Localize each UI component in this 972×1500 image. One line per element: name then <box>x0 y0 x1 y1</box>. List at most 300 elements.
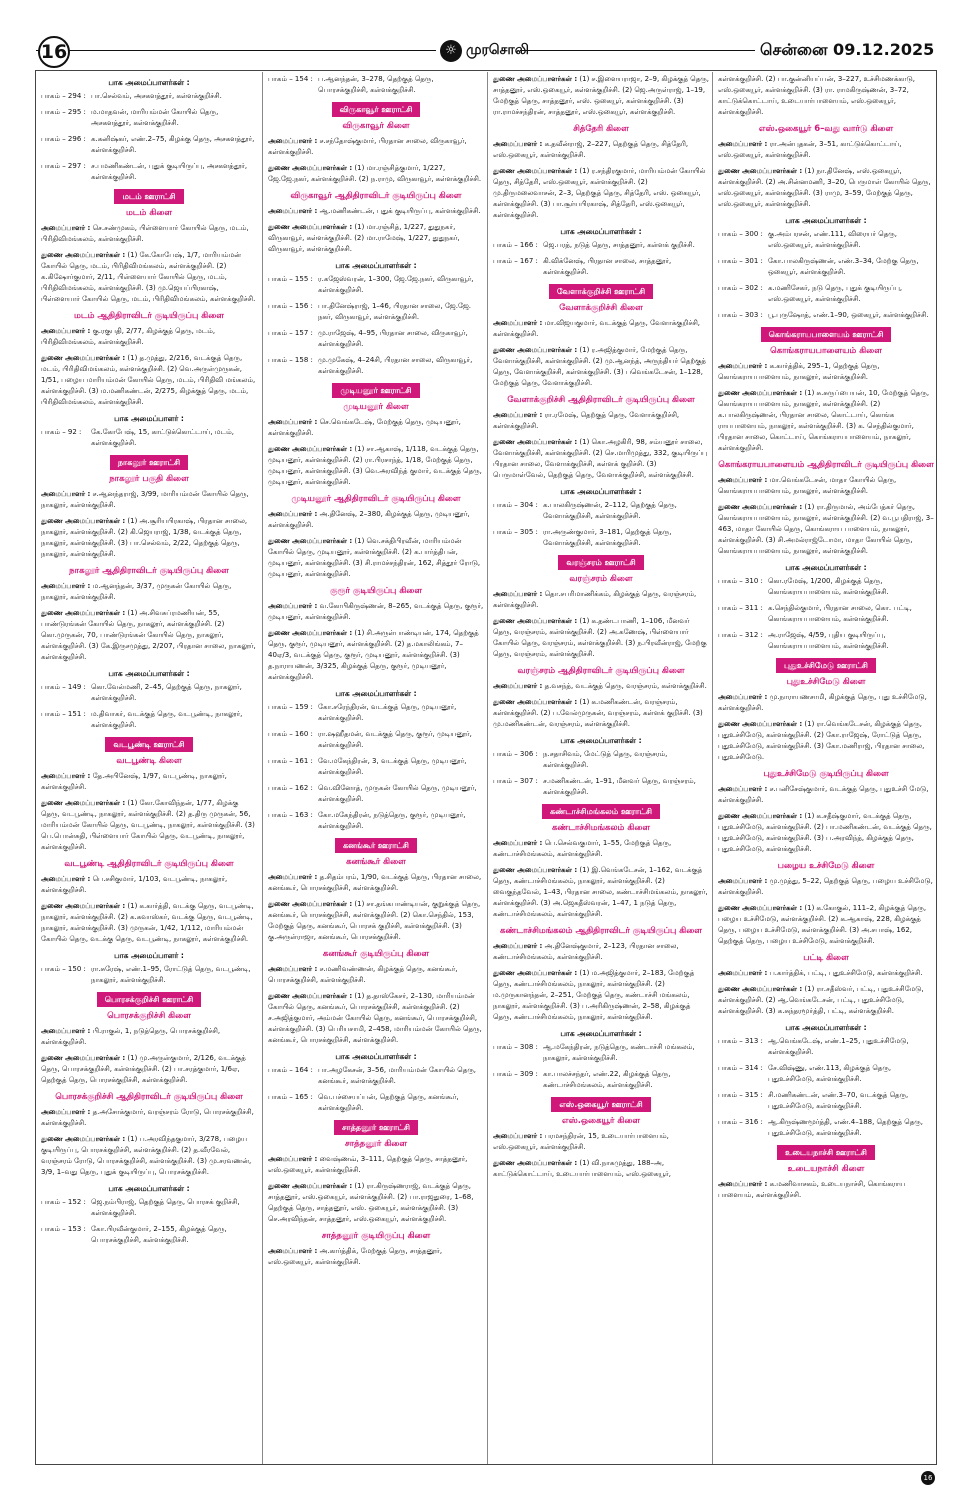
booth-number: பாகம் – 302 : <box>718 284 763 292</box>
booth-entry <box>41 1197 257 1219</box>
appointment-text: ச.ஆனந்தராஜ், 3/99, மாரியம்மன் கோயில் தெரு, நாகலூர், கள்ளக்குறிச்சி. <box>41 490 249 509</box>
booth-number: பாகம் – 164 : <box>268 1066 313 1074</box>
appointment-text: ரா.அன்புதகன், 3–51, காட்டுக்கொட்டாய், எஸ்.ஒகையூர், கள்ளக்குறிச்சி. <box>718 140 902 159</box>
appointment-paragraph <box>268 222 484 255</box>
appointment-text: அ.தினேஷ், 2–380, கிழக்குத் தெரு, முடியனூர், கள்ளக்குறிச்சி. <box>268 510 470 529</box>
article-column-2 <box>268 74 484 1462</box>
column-divider <box>262 72 263 1464</box>
role-label: துணை அமைப்பாளர்கள் : <box>268 992 353 1000</box>
appointment-text: (1) க.மணிகண்டன், வரஞ்சரம், கள்ளக்குறிச்சி. (2) ப.வேல்முருகன், வரஞ்சரம், கள்ளக் குறிச்சி. (3) மு.மணிகண்டன், வரஞ்சரம், கள்ளக்குறிச்சி. <box>493 698 703 728</box>
section-heading: பாக அமைப்பாளர்கள் : <box>335 1052 417 1061</box>
appointment-text: க.தவீன்ராஜ், 2–227, தெற்குத் தெரு, சித்தேரி, எஸ்.ஒகையூர், கள்ளக்குறிச்சி. <box>493 140 689 159</box>
booth-details: பா.செல்வம், அசகளத்தூர், கள்ளக்குறிச்சி. <box>91 92 222 100</box>
booth-details: கோ.பிரவீன்குமார், 2–155, கிழக்குத் தெரு, பொரசக்குறிச்சி, கள்ளக்குறிச்சி. <box>91 1225 227 1244</box>
appointment-text: வ.கோபிகிருஷ்ணன், 8–265, வடக்குத் தெரு, குரூர், முடியனூர், கள்ளக்குறிச்சி. <box>268 602 484 621</box>
appointment-text: (1) சு.சுருப்பையன், 10, மேற்குத் தெரு, கொங்கராயபாளையம், நாகலூர், கள்ளக்குறிச்சி. (2) க.பாலகிருஷ்ணன், பிரதான சாலை, கொட்டாய், கொங்க ராயபாளையம், நாகலூர், கள்ளக்குறிச்சி. (3) க. செந்தில்குமார், பிரதான சாலை, கொட்டாய், கொங்கராயபாளையம், நாகலூர், கள்ளக்குறிச்சி. <box>718 389 930 452</box>
appointment-text: (1) சி.அருள்பாண்டியன், 174, தெற்குத் தெரு, குரூர், முடியனூர், கள்ளக்குறிச்சி. (2) த.மகாலிங்கம், 7–40ஏ/3, வடக்குத் தெரு, குரூர், முடியனூர், கள்ளக்குறிச்சி. (3) த.நாராயணன், 3/325, கிழக்குத் தெரு, குரூர், முடியனூர், கள்ளக்குறிச்சி. <box>268 629 479 681</box>
branch-title: கனங்கூர் குடியிருப்பு கிளை <box>322 949 430 959</box>
role-label: அமைப்பாளர் : <box>718 785 768 793</box>
booth-number: பாகம் – 316 : <box>718 1118 763 1126</box>
branch-title: நாகலூர் ஆதிதிராவிடர் குடியிருப்பு கிளை <box>69 566 229 576</box>
branch-title: வேளாக்குறிச்சி கிளை <box>559 303 643 313</box>
branch-title: உடையநாச்சி கிளை <box>787 1164 865 1174</box>
branch-title: கொங்கராயபாளையம் கிளை <box>770 346 882 356</box>
appointment-paragraph <box>41 1026 257 1048</box>
role-label: துணை அமைப்பாளர்கள் : <box>41 902 126 910</box>
continued-text: கள்ளக்குறிச்சி. (2) பா.குன்னியப்பன், 3–227, உச்சிமணக்காடு, எஸ்.ஒகையூர், கள்ளக்குறிச்சி. (3) ரா. ராமகிருஷ்ணன், 3–72, காட்டுக்கொட்டாய், உடையார்பாளையம், எஸ்.ஒகையூர், கள்ளக்குறிச்சி. <box>718 75 915 116</box>
appointment-paragraph <box>268 899 484 943</box>
appointment-text: (1) கொ.அழகிரி, 98, சம்யனூர் சாலை, வேளாக்குறிச்சி, கள்ளக்குறிச்சி. (2) செ.மாரிமுத்து, 332, குடியிருப்பு பிரதான சாலை, வேளாக்குறிச்சி, கள்ளக் குறிச்சி. (3) பெருமாள்வேல், தெற்குத் தெரு, வேளாக்குறிச்சி, கள்ளக்குறிச்சி. <box>493 438 708 479</box>
role-label: துணை அமைப்பாளர்கள் : <box>41 354 126 362</box>
role-label: அமைப்பாளர் : <box>41 327 91 335</box>
role-label: துணை அமைப்பாளர்கள் : <box>493 167 578 175</box>
booth-details: ரா.அருண்குமார், 3–181, தெற்குத் தெரு, வேளாக்குறிச்சி, கள்ளக்குறிச்சி. <box>543 528 672 547</box>
role-label: அமைப்பாளர் : <box>718 693 768 701</box>
appointment-text: (1) ர.அஜித்குமார், மேற்குத் தெரு, வேளாக்குறிச்சி, கள்ளக்குறிச்சி. (2) மு.ஆனந்த், அருந்தியர் தெற்குத் தெரு, வேளாக்குறிச்சி, கள்ளக்குறிச்சி. (3) பவெங்கடேசன், 1–128, மேற்குத் தெரு, வேளாக்குறிச்சி. <box>493 346 706 387</box>
panchayat-banner: கனங்கூர் ஊராட்சி <box>335 838 417 853</box>
appointment-text: (1) இ.வெங்கடேசன், 1–162, வடக்குத் தெரு, கண்டாச்சிமங்கலம், நாகலூர், கள்ளக்குறிச்சி. (2) வைகுந்தவேல், 1–43, பிரதான சாலை, கண்டாச்சிமங்கலம், நாகலூர், கள்ளக்குறிச்சி. (3) அ.ஜெகதீஸ்வரன், 1–47, 1 நடுத் தெரு, கண்டாச்சிமங்கலம், கள்ளக்குறிச்சி. <box>493 866 708 918</box>
role-label: அமைப்பாளர் : <box>493 411 543 419</box>
booth-entry <box>268 729 484 751</box>
booth-entry <box>493 1069 709 1091</box>
appointment-text: ரா.ரமேஷ், தெற்குத் தெரு, வேளாக்குறிச்சி, கள்ளக்குறிச்சி. <box>493 411 680 430</box>
role-label: துணை அமைப்பாளர்கள் : <box>41 517 126 525</box>
branch-title: சாத்தனூர் கிளை <box>344 1139 407 1149</box>
appointment-text: மா.வெங்கடேசன், மாதா கோயில் தெரு, கொங்கராயபாளையம், நாகலூர், கள்ளக்குறிச்சி. <box>718 476 897 495</box>
booth-entry <box>718 310 934 321</box>
appointment-paragraph <box>41 223 257 245</box>
booth-details: கோ.பாலகிருஷ்ணன், எண்.3–34, மேற்கு தெரு, ஒகையூர், கள்ளக்குறிச்சி. <box>768 257 919 276</box>
booth-entry <box>718 1036 934 1058</box>
appointment-text: பெ.செல்வகுமார், 1–55, மேற்குத் தெரு, கண்டாச்சிமங்கலம், கள்ளக்குறிச்சி. <box>493 839 672 858</box>
role-label: அமைப்பாளர் : <box>718 877 768 885</box>
branch-title: புதுஉச்சிமேடு குடியிருப்பு கிளை <box>763 769 889 779</box>
appointment-paragraph <box>718 166 934 210</box>
appointment-paragraph <box>493 345 709 389</box>
booth-number: பாகம் – 153 : <box>41 1225 86 1233</box>
booth-number: பாகம் – 297 : <box>41 162 86 170</box>
appointment-paragraph <box>41 516 257 560</box>
booth-number: பாகம் – 313 : <box>718 1037 763 1045</box>
booth-entry <box>493 240 709 251</box>
role-label: துணை அமைப்பாளர்கள் : <box>268 1182 353 1190</box>
booth-number: பாகம் – 301 : <box>718 257 763 265</box>
booth-number: பாகம் – 315 : <box>718 1091 763 1099</box>
appointment-text: (1) க.சதீஷ்குமார், வடக்குத் தெரு, புதுஉச்சிமேடு, கள்ளக்குறிச்சி. (2) பா.மணிகண்டன், வடக்குத் தெரு, புதுஉச்சிமேடு, கள்ளக்குறிச்சி. (3) ப.அரவிந்த், கிழக்குத் தெரு, புதுஉச்சிமேடு, கள்ளக்குறிச்சி. <box>718 812 932 853</box>
appointment-text: மு.நாராயணசாமி, கிழக்குத் தெரு, புது உச்சிமேடு, கள்ளக்குறிச்சி. <box>718 693 927 712</box>
appointment-paragraph <box>718 968 934 979</box>
booth-entry <box>41 107 257 129</box>
section-heading: பாக அமைப்பாளர்கள் : <box>108 1184 190 1193</box>
role-label: அமைப்பாளர் : <box>493 1132 543 1140</box>
appointment-paragraph <box>493 437 709 481</box>
booth-details: ம.திவாகர், வடக்குத் தெரு, வடபூண்டி, நாகலூர், கள்ளக்குறிச்சி. <box>91 710 243 729</box>
booth-entry <box>41 91 257 102</box>
role-label: துணை அமைப்பாளர்கள் : <box>718 503 803 511</box>
panchayat-banner: நாகலூர் ஊராட்சி <box>110 455 188 470</box>
appointment-text: (1) மு.அருள்குமார், 2/126, வடக்குத் தெரு, பொரசக்குறிச்சி, கள்ளக்குறிச்சி. (2) பா.சரத்குமார், 1/6ஏ, தெற்குத் தெரு, பொரசக்குறிச்சி, கள்ளக்குறிச்சி. <box>41 1054 246 1084</box>
booth-entry <box>493 527 709 549</box>
appointment-paragraph <box>493 410 709 432</box>
branch-title: சித்தேரி கிளை <box>573 124 629 134</box>
appointment-paragraph <box>718 784 934 806</box>
booth-number: பாகம் – 152 : <box>41 1198 86 1206</box>
appointment-paragraph <box>41 874 257 896</box>
article-column-3 <box>493 74 709 1462</box>
booth-details: வெ.வினோத், முருகன் கோயில் தெரு, முடியனூர், கள்ளக்குறிச்சி. <box>318 784 477 803</box>
appointment-text: க.கார்த்திக், 295–1, தெற்குத் தெரு, கொங்கராயபாளையம், நாகலூர், கள்ளக்குறிச்சி. <box>718 362 880 381</box>
role-label: அமைப்பாளர் : <box>268 137 318 145</box>
booth-details: ஜெ.பரத், நடுத் தெரு, சாத்தனூர், கள்ளக் குறிச்சி. <box>543 241 695 249</box>
panchayat-banner: மடம் ஊராட்சி <box>114 189 183 204</box>
booth-number: பாகம் – 306 : <box>493 750 538 758</box>
appointment-paragraph <box>41 771 257 793</box>
appointment-text: (1) ப.அரவிந்தகுமார், 3/278, பழைய குடியிருப்பு, பொரசக்குறிச்சி, கள்ளக்குறிச்சி. (2) த.வீரவேல், வரஞ்சரம் ரோடு, பொரசக்குறிச்சி, கள்ளக்குறிச்சி. (3) மு.சரவணன், 3/9, 1–வது தெரு, புதுக் குடியிருப்பு, பொரசக்குறிச்சி. <box>41 1135 252 1176</box>
booth-entry <box>268 756 484 778</box>
booth-number: பாகம் – 312 : <box>718 631 763 639</box>
booth-entry <box>268 328 484 350</box>
booth-details: க.கனிஷ்கர், எண்.2–75, கிழக்கு தெரு, அசகளத்தூர், கள்ளக்குறிச்சி. <box>91 135 255 154</box>
booth-number: பாகம் – 165 : <box>268 1093 313 1101</box>
appointment-paragraph <box>268 964 484 986</box>
role-label: துணை அமைப்பாளர்கள் : <box>268 164 353 172</box>
booth-entry <box>493 1042 709 1064</box>
appointment-paragraph <box>41 353 257 408</box>
role-label: அமைப்பாளர் : <box>41 224 91 232</box>
role-label: அமைப்பாளர் : <box>268 873 318 881</box>
section-heading: பாக அமைப்பாளர் : <box>114 414 184 423</box>
booth-number: பாகம் – 166 : <box>493 241 538 249</box>
role-label: அமைப்பாளர் : <box>41 490 91 498</box>
section-heading: பாக அமைப்பாளர்கள் : <box>560 487 642 496</box>
appointment-text: (1) க.கோகுல், 111–2, கிழக்குத் தெரு, பழைய உச்சிமேடு, கள்ளக்குறிச்சி. (2) க.ஆகாஷ், 228, கிழக்குத் தெரு, பழைய உச்சிமேடு, கள்ளக்குறிச்சி. (3) அ.சபாஷ், 162, தெற்குத் தெரு, பழைய உச்சிமேடு, கள்ளக்குறிச்சி. <box>718 904 927 945</box>
appointment-paragraph <box>718 719 934 763</box>
appointment-paragraph <box>268 628 484 683</box>
booth-details: கோ.சரேந்திரன், வடக்குத் தெரு, முடியனூர், கள்ளக்குறிச்சி. <box>318 703 457 722</box>
appointment-text: பி.ராகுல், 1, நடுத்தெரு, பொரசக்குறிச்சி, கள்ளக்குறிச்சி. <box>41 1027 221 1046</box>
branch-title: குரூர் குடியிருப்பு கிளை <box>329 586 423 596</box>
booth-number: பாகம் – 303 : <box>718 311 763 319</box>
appointment-text: கு.ரகுபதி, 2/77, கிழக்குத் தெரு, மடம், பிரிதிவிமங்கலம், கள்ளக்குறிச்சி. <box>41 327 216 346</box>
section-heading: பாக அமைப்பாளர்கள் : <box>785 216 867 225</box>
booth-number: பாகம் – 151 : <box>41 710 86 718</box>
appointment-paragraph <box>268 163 484 185</box>
role-label: துணை அமைப்பாளர்கள் : <box>493 75 578 83</box>
appointment-paragraph <box>718 876 934 898</box>
role-label: துணை அமைப்பாளர்கள் : <box>718 167 803 175</box>
role-label: துணை அமைப்பாளர்கள் : <box>718 904 803 912</box>
appointment-text: (1) மா.ரஞ்சித், 1/227, துதுநகர், விருகாவூர், கள்ளக்குறிச்சி. (2) மா.ராமேஷ், 1/227, துதுநகர், விருகாவூர், கள்ளக்குறிச்சி. <box>268 223 460 253</box>
appointment-text: தே.அபினேஷ், 1/97, வடபூண்டி, நாகலூர், கள்ளக்குறிச்சி. <box>41 772 227 791</box>
branch-title: பொரசக்குறிச்சி கிளை <box>107 1011 191 1021</box>
appointment-text: (1) த.தாஸ்கேசர், 2–130, மாரியம்மன் கோயில் தெரு, கனங்கூர், பொரசக்குறிச்சி, கள்ளக்குறிச்சி. (2) ச.அஜித்குமார், அம்மன் கோயில் தெரு, கனங்கூர், பொரசக்குறிச்சி, கள்ளக்குறிச்சி. (3) பெரியசாமி, 2–458, மாரியம்மன் கோயில் தெரு, கனங்கூர், பொரசக்குறிச்சி, கள்ளக்குறிச்சி. <box>268 992 482 1044</box>
branch-title: எஸ்.ஒகையூர் 6–வது வார்டு கிளை <box>758 124 894 134</box>
appointment-paragraph <box>493 1158 709 1180</box>
booth-number: பாகம் – 156 : <box>268 302 313 310</box>
column-divider <box>487 72 488 1464</box>
booth-entry <box>718 630 934 652</box>
role-label: அமைப்பாளர் : <box>718 140 768 148</box>
appointment-text: மு.முத்து, 5–22, தெற்குத் தெரு, பழைய உச்சிமேடு, கள்ளக்குறிச்சி. <box>718 877 933 896</box>
appointment-text: த.சிதம்பரம், 1/90, வடக்குத் தெரு, பிரதான சாலை, கனங்கூர், பொரசக்குறிச்சி, கள்ளக்குறிச்சி. <box>268 873 482 892</box>
booth-entry <box>268 301 484 323</box>
booth-details: சி.மணிகண்டன், எண்.3–70, வடக்குத் தெரு, புதுஉச்சிமேடு, கள்ளக்குறிச்சி. <box>768 1091 909 1110</box>
appointment-paragraph <box>493 616 709 660</box>
role-label: துணை அமைப்பாளர்கள் : <box>268 445 353 453</box>
booth-details: ச.பமணிகண்டன், புதுக் குடியிருப்பு, அசகளத்தூர், கள்ளக்குறிச்சி. <box>91 162 248 181</box>
branch-title: விருகாவூர் கிளை <box>342 121 410 131</box>
appointment-text: பெ.சசிகுமார், 1/103, வடபூண்டி, நாகலூர், கள்ளக்குறிச்சி. <box>41 875 228 894</box>
article-column-4 <box>718 74 934 1462</box>
appointment-paragraph <box>493 838 709 860</box>
booth-details: ர.கஜேஸ்வரன், 1–300, ஜே.ஜே.நகர், விருகாவூர், கள்ளக்குறிச்சி. <box>318 275 474 294</box>
dateline: சென்னை 09.12.2025 <box>760 40 935 59</box>
booth-entry <box>268 783 484 805</box>
appointment-paragraph <box>268 444 484 488</box>
booth-number: பாகம் – 305 : <box>493 528 538 536</box>
branch-title: கொங்கராயபாளையம் ஆதிதிராவிடர் குடியிருப்பு கிளை <box>718 460 934 470</box>
booth-details: கு.அம்பரசன், எண்.111, விரையர் தெரு, எஸ்.ஒகையூர், கள்ளக்குறிச்சி. <box>768 230 897 249</box>
appointment-text: (1) ரா.கிருஷ்ணராஜ், வடக்குத் தெரு, சாத்தனூர், எஸ்.ஒகையூர், கள்ளக்குறிச்சி. (2) பா.ராஜதுரை, 1–68, தெற்குத் தெரு, சாத்தனூர், எஸ். ஒகையூர், கள்ளக்குறிச்சி. (3) செ.அரவிந்தன், சாத்தனூர், எஸ்.ஒகையூர், கள்ளக்குறிச்சி. <box>268 1182 474 1223</box>
booth-number: பாகம் – 295 : <box>41 108 86 116</box>
appointment-text: த.வசந்த், வடக்குத் தெரு, வரஞ்சரம், கள்ளக்குறிச்சி. <box>544 682 707 690</box>
role-label: துணை அமைப்பாளர்கள் : <box>268 223 353 231</box>
branch-title: கனங்கூர் கிளை <box>346 857 406 867</box>
booth-number: பாகம் – 92 : <box>41 428 82 436</box>
role-label: அமைப்பாளர் : <box>718 362 768 370</box>
booth-entry <box>718 576 934 598</box>
booth-number: பாகம் – 309 : <box>493 1070 538 1078</box>
booth-details: ரா.சுரேஷ், எண்.1–95, ரோட்டுத் தெரு, வடபூண்டி, நாகலூர், கள்ளக்குறிச்சி. <box>91 965 251 984</box>
branch-title: மடம் கிளை <box>125 208 173 218</box>
masthead <box>0 0 972 62</box>
booth-details: க.பாலகிருஷ்ணன், 2–112, தெற்குத் தெரு, வேளாக்குறிச்சி, கள்ளக்குறிச்சி. <box>543 501 677 520</box>
booth-entry <box>718 256 934 278</box>
role-label: துணை அமைப்பாளர்கள் : <box>268 900 353 908</box>
role-label: துணை அமைப்பாளர்கள் : <box>493 617 578 625</box>
appointment-text: (1) வெ.சக்திபிரவீன், மாரியம்மன் கோயில் தெரு, முடியனூர், கள்ளக்குறிச்சி. (2) க.பார்த்திபன், முடியனூர், கள்ளக்குறிச்சி. (3) சி.ராமச்சந்திரன், 162, சித்தூர் ரோடு, முடியனூர், கள்ளக்குறிச்சி. <box>268 537 481 578</box>
appointment-paragraph <box>493 74 709 118</box>
appointment-text: ஆ.மணிகண்டன், புதுக் குடியிருப்பு, கள்ளக்குறிச்சி. <box>319 207 481 215</box>
appointment-paragraph <box>41 901 257 945</box>
booth-details: மு.முகேஷ், 4–24சி, பிரதான சாலை, விருகாவூர், கள்ளக்குறிச்சி. <box>318 356 473 375</box>
appointment-paragraph <box>268 1246 484 1268</box>
appointment-paragraph <box>493 318 709 340</box>
booth-number: பாகம் – 160 : <box>268 730 313 738</box>
role-label: துணை அமைப்பாளர்கள் : <box>41 1135 126 1143</box>
appointment-text: (1) ம.அஜித்குமார், 2–183, மேற்குத் தெரு, கண்டாச்சிமங்கலம், நாகலூர், கள்ளக்குறிச்சி. (2) ம.முருகானந்தன், 2–251, மேற்குத் தெரு, கண்டாச்சி மங்கலம், நாகலூர், கள்ளக்குறிச்சி. (3) ப.அரிகிருஷ்ணன், 2–58, கிழக்குத் தெரு, கண்டாச்சிமங்கலம், நாகலூர், கள்ளக்குறிச்சி. <box>493 969 695 1021</box>
booth-details: வெ.பச்சையப்பன், தெற்குத் தெரு, கனங்கூர், கள்ளக்குறிச்சி. <box>318 1093 459 1112</box>
role-label: அமைப்பாளர் : <box>718 1180 768 1188</box>
appointment-paragraph <box>493 941 709 963</box>
booth-details: ந.சதாசிவம், மேட்டுத் தெரு, வரஞ்சரம், கள்ளக்குறிச்சி. <box>543 750 668 769</box>
booth-entry <box>718 1117 934 1139</box>
branch-title: சாத்தனூர் குடியிருப்பு கிளை <box>321 1231 431 1241</box>
panchayat-banner: புதுஉச்சிமேடு ஊராட்சி <box>776 658 876 673</box>
branch-title: எஸ்.ஒகையூர் கிளை <box>561 1116 641 1126</box>
role-label: அமைப்பாளர் : <box>493 590 543 598</box>
booth-entry <box>718 1090 934 1112</box>
booth-number: பாகம் – 300 : <box>718 230 763 238</box>
appointment-text: (1) ரா.வெங்கடேசன், கிழக்குத் தெரு, புதுஉச்சிமேடு, கள்ளக்குறிச்சி. (2) கோ.ராஜேஷ், ரோட்டுத் தெரு, புதுஉச்சிமேடு, கள்ளக்குறிச்சி. (3) கோ.மணிராஜ், பிரதான சாலை, புதுஉச்சிமேடு. <box>718 720 925 761</box>
booth-details: சே.விஷ்ணு, எண்.113, கிழக்குத் தெரு, புதுஉச்சிமேடு, கள்ளக்குறிச்சி. <box>768 1064 892 1083</box>
appointment-text: மா.விஜயகுமார், வடக்குத் தெரு, வேளாக்குறிச்சி, கள்ளக்குறிச்சி. <box>493 319 701 338</box>
section-heading: பாக அமைப்பாளர்கள் : <box>335 261 417 270</box>
header-rule-left <box>36 50 436 51</box>
appointment-paragraph <box>41 250 257 305</box>
appointment-paragraph <box>493 1131 709 1153</box>
booth-details: கோ.மகேந்திரன், நடுத்தெரு, குரூர், முடியனூர், கள்ளக்குறிச்சி. <box>318 811 466 830</box>
branch-title: கண்டாச்சிமங்கலம் கிளை <box>551 823 651 833</box>
appointment-paragraph <box>493 589 709 611</box>
role-label: துணை அமைப்பாளர்கள் : <box>493 698 578 706</box>
booth-details: பா.அழகேசன், 3–56, மாரியம்மன் கோயில் தெரு, கனங்கூர், கள்ளக்குறிச்சி. <box>318 1066 477 1085</box>
appointment-text: செ.சண்முகம், பிள்ளையார் கோயில் தெரு, மடம், பிரிதிவிமங்கலம், கள்ளக்குறிச்சி. <box>41 224 249 243</box>
panchayat-banner: எஸ்.ஒகையூர் ஊராட்சி <box>551 1097 650 1112</box>
booth-number: பாகம் – 161 : <box>268 757 313 765</box>
booth-details: ம.மாதவன், மாரியம்மன் கோயில் தெரு, அசகளத்தூர், கள்ளக்குறிச்சி. <box>91 108 219 127</box>
section-heading: பாக அமைப்பாளர்கள் : <box>560 1029 642 1038</box>
appointment-paragraph <box>41 1134 257 1178</box>
appointment-text: (1) சா.தங்கபாண்டியன், குறுக்குத் தெரு, கனங்கூர், பொரசக்குறிச்சி, கள்ளக்குறிச்சி. (2) கொ.செந்தில், 153, மேற்குத் தெரு, கனங்கூர், பொரசக் குறிச்சி, கள்ளக்குறிச்சி. (3) கு.அருள்ராஜா, கனங்கூர், பொரசக்குறிச்சி. <box>268 900 481 941</box>
appointment-text: ச.பனிசேஷ்குமார், வடக்குத் தெரு, புதுஉச்சி மேடு, கள்ளக்குறிச்சி. <box>718 785 929 804</box>
panchayat-banner: வேளாக்குறிச்சி ஊராட்சி <box>549 284 653 299</box>
booth-entry <box>268 1092 484 1114</box>
branch-title: முடியனூர் ஆதிதிராவிடர் குடியிருப்பு கிளை <box>291 494 461 504</box>
booth-details: கே.கோபேஷ், 15, காட்டுக்கொட்டாய், மடம், கள்ளக்குறிச்சி. <box>91 428 234 447</box>
booth-details: வே.மகேந்திரன், 3, வடக்குத் தெரு, முடியனூர், கள்ளக்குறிச்சி. <box>318 757 467 776</box>
role-label: அமைப்பாளர் : <box>493 682 543 690</box>
booth-details: கொ.வேல்மணி, 2–45, தெற்குத் தெரு, நாகலூர், கள்ளக்குறிச்சி. <box>91 683 242 702</box>
booth-entry <box>268 702 484 724</box>
appointment-text: வைஷ்ணவ், 3–111, தெற்குத் தெரு, சாத்தனூர், எஸ்.ஒகையூர், கள்ளக்குறிச்சி. <box>268 1155 468 1174</box>
role-label: அமைப்பாளர் : <box>268 207 318 215</box>
appointment-text: அ.கார்த்திக், மேற்குத் தெரு, சாத்தனூர், எஸ்.ஒகையூர், கள்ளக்குறிச்சி. <box>268 1247 443 1266</box>
appointment-paragraph <box>41 581 257 603</box>
role-label: துணை அமைப்பாளர்கள் : <box>493 346 578 354</box>
panchayat-banner: வரஞ்சரம் ஊராட்சி <box>558 555 643 570</box>
panchayat-banner: கண்டாச்சிமங்கலம் ஊராட்சி <box>542 804 660 819</box>
column-divider <box>712 72 713 1464</box>
appointment-paragraph <box>268 1181 484 1225</box>
murasoli-logo-icon: ☼ <box>440 40 462 62</box>
booth-number: பாகம் – 149 : <box>41 683 86 691</box>
branch-title: வடபூண்டி ஆதிதிராவிடர் குடியிருப்பு கிளை <box>64 859 234 869</box>
panchayat-banner: பொரசக்குறிச்சி ஊராட்சி <box>97 992 201 1007</box>
branch-title: புதுஉச்சிமேடு கிளை <box>786 677 866 687</box>
appointment-paragraph <box>493 968 709 1023</box>
section-heading: பாக அமைப்பாளர்கள் : <box>785 563 867 572</box>
booth-entry <box>493 776 709 798</box>
booth-number: பாகம் – 155 : <box>268 275 313 283</box>
appointment-text: (1) வி.நாகமுத்து, 188–அ, காட்டுக்கொட்டாய், உடையார்பாளையம், எஸ்.ஒகையூர், <box>493 1159 672 1178</box>
booth-number: பாகம் – 150 : <box>41 965 86 973</box>
booth-entry <box>718 603 934 625</box>
booth-details: க.செந்தில்குமார், பிரதான சாலை, கொ. பட்டி, கொங்கராயபாளையம், கள்ளக்குறிச்சி. <box>768 604 912 623</box>
booth-number: பாகம் – 167 : <box>493 257 538 265</box>
booth-number: பாகம் – 162 : <box>268 784 313 792</box>
role-label: அமைப்பாளர் : <box>41 1027 91 1035</box>
section-heading: பாக அமைப்பாளர்கள் : <box>785 1023 867 1032</box>
appointment-text: செ.வெங்கடேஷ், மேற்குத் தெரு, முடியனூர், கள்ளக்குறிச்சி. <box>268 418 461 437</box>
booth-entry <box>268 810 484 832</box>
appointment-paragraph <box>493 681 709 692</box>
booth-number: பாகம் – 163 : <box>268 811 313 819</box>
section-heading: பாக அமைப்பாளர்கள் : <box>335 689 417 698</box>
section-heading: பாக அமைப்பாளர்கள் : <box>108 669 190 678</box>
booth-number: பாகம் – 294 : <box>41 92 86 100</box>
role-label: அமைப்பாளர் : <box>268 965 318 973</box>
appointment-text: (1) அ.சூரியபிரகாஷ், பிரதான சாலை, நாகலூர், கள்ளக்குறிச்சி. (2) கி.ஜெயராஜ், 1/38, வடக்குத் தெரு, நாகலூர், கள்ளக்குறிச்சி. (3) பா.செல்வம், 2/22, தெற்குத் தெரு, நாகலூர், கள்ளக்குறிச்சி. <box>41 517 248 558</box>
booth-entry <box>268 1065 484 1087</box>
booth-entry <box>493 500 709 522</box>
appointment-text: த.அசோக்குமார், வரஞ்சரம் ரோடு, பொரசக்குறிச்சி, கள்ளக்குறிச்சி. <box>41 1108 254 1127</box>
booth-number: பாகம் – 314 : <box>718 1064 763 1072</box>
appointment-text: (1) மா.ரஞ்சித்குமார், 1/227, ஜே.ஜே.நகர், கள்ளக்குறிச்சி. (2) ந.ராமு, விருகாவூர், கள்ளக்குறிச்சி. <box>268 164 482 183</box>
appointment-text: (1) நா.தினேஷ், எஸ்.ஒகையூர், கள்ளக்குறிச்சி. (2) அ.சின்னமணி, 3–20, பெருமாள் கோயில் தெரு, எஸ்.ஒகையூர், கள்ளக்குறிச்சி. (3) ராமு, 3–59, மேற்குத் தெரு, எஸ்.ஒகையூர், கள்ளக்குறிச்சி. <box>718 167 931 208</box>
branch-title: வரஞ்சரம் ஆதிதிராவிடர் குடியிருப்பு கிளை <box>517 666 685 676</box>
booth-entry <box>41 161 257 183</box>
booth-details: கா.பாலச்சந்தர், எண்.22, கிழக்குத் தெரு, கண்டாச்சிமங்கலம், கள்ளக்குறிச்சி. <box>543 1070 671 1089</box>
appointment-paragraph <box>493 166 709 221</box>
appointment-paragraph <box>493 865 709 920</box>
appointment-paragraph <box>718 388 934 454</box>
appointment-text: க.மணிவாசகம், உடையநாச்சி, கொங்கராய பாளையம், கள்ளக்குறிச்சி. <box>718 1180 906 1199</box>
branch-title: பட்டி கிளை <box>803 953 849 963</box>
booth-entry <box>41 1224 257 1246</box>
booth-details: ப.ஆனந்தன், 3–278, தெற்குத் தெரு, பொரசக்குறிச்சி, கள்ளக்குறிச்சி. <box>318 75 434 94</box>
appointment-text: (1) அ.சிவசுப்ரமணியன், 55, பாண்டுரங்கன் கோயில் தெரு, நாகலூர், கள்ளக்குறிச்சி. (2) கொ.முருகன், 70, பாண்டுரங்கன் கோயில் தெரு, நாகலூர், கள்ளக்குறிச்சி. (3) கே.இருசமுத்து, 2/207, பிரதான சாலை, நாகலூர், கள்ளக்குறிச்சி. <box>41 609 256 661</box>
appointment-paragraph <box>493 697 709 730</box>
booth-entry <box>41 682 257 704</box>
appointment-paragraph <box>41 489 257 511</box>
booth-details: பா.தினேஷ்ராஜ், 1–46, பிரதான சாலை, ஜே.ஜே. நகர், விருகாவூர், கள்ளக்குறிச்சி. <box>318 302 472 321</box>
booth-details: ஜெ.நம்பிராஜ், தெற்குத் தெரு, பொரசக் குறிச்சி, கள்ளக்குறிச்சி. <box>91 1198 240 1217</box>
appointment-text: (1) ச.இளையராஜா, 2–9, கிழக்குத் தெரு, சாத்தனூர், எஸ்.ஒகையூர், கள்ளக்குறிச்சி. (2) ஜெ.அருள்ராஜ், 1–19, மேற்குத் தெரு, சாத்தனூர், எஸ். ஒகையூர், கள்ளக்குறிச்சி. (3) ரா.ராமச்சந்திரன், சாத்தனூர், எஸ்.ஒகையூர், கள்ளக்குறிச்சி. <box>493 75 709 116</box>
branch-title: கண்டாச்சிமங்கலம் ஆதிதிராவிடர் குடியிருப்பு கிளை <box>500 926 702 936</box>
appointment-text: (1) கே.கோபேஷ், 1/7, மாரியம்மன் கோயில் தெரு, மடம், பிரிதிவிமங்கலம், கள்ளக்குறிச்சி. (2) க.கிஷோர்குமார், 2/11, பிள்ளையார் கோயில் தெரு, மடம், பிரிதிவிமங்கலம், கள்ளக்குறிச்சி. (3) மு.ஜெயப்பிரகாஷ், பிள்ளையார் கோயில் தெரு, மடம், பிரிதிவிமங்கலம், கள்ளக்குறிச்சி. <box>41 251 256 303</box>
booth-details: மு.ராஜேஷ், 4–95, பிரதான சாலை, விருகாவூர், கள்ளக்குறிச்சி. <box>318 329 468 348</box>
booth-details: கி.விக்னேஷ், பிரதான சாலை, சாத்தனூர், கள்ளக்குறிச்சி. <box>543 257 672 276</box>
appointment-text: (1) க.கார்த்தி, வடக்கு தெரு, வடபூண்டி, நாகலூர், கள்ளக்குறிச்சி. (2) க.கவாஸ்கர், வடக்கு தெரு, வடபூண்டி, நாகலூர், கள்ளக்குறிச்சி. (3) முருகன், 1/42, 1/112, மாரியம்மன் கோயில் தெரு, வடக்கு தெரு, வடபூண்டி, நாகலூர், கள்ளக்குறிச்சி. <box>41 902 254 943</box>
role-label: அமைப்பாளர் : <box>718 476 768 484</box>
branch-title: பழைய உச்சிமேடு கிளை <box>777 861 875 871</box>
appointment-paragraph <box>41 1053 257 1086</box>
booth-details: ரா.ஷஹீதமன், வடக்குத் தெரு, குரூர், முடியனூர், கள்ளக்குறிச்சி. <box>318 730 472 749</box>
appointment-text: தொ.சபரிமாணிக்கம், கிழக்குத் தெரு, வரஞ்சரம், கள்ளக்குறிச்சி. <box>493 590 697 609</box>
booth-number: பாகம் – 158 : <box>268 356 313 364</box>
appointment-paragraph <box>718 811 934 855</box>
branch-title: விருகாவூர் ஆதிதிராவிடர் குடியிருப்பு கிளை <box>290 191 462 201</box>
booth-number: பாகம் – 304 : <box>493 501 538 509</box>
appointment-paragraph <box>268 536 484 580</box>
role-label: அமைப்பாளர் : <box>268 1247 318 1255</box>
header-rule-right <box>520 50 755 51</box>
role-label: துணை அமைப்பாளர்கள் : <box>493 866 578 874</box>
appointment-paragraph <box>493 139 709 161</box>
booth-number: பாகம் – 296 : <box>41 135 86 143</box>
appointment-paragraph <box>268 136 484 158</box>
booth-entry <box>41 964 257 986</box>
booth-number: பாகம் – 154 : <box>268 75 313 83</box>
booth-entry <box>41 427 257 449</box>
booth-number: பாகம் – 157 : <box>268 329 313 337</box>
booth-entry <box>493 256 709 278</box>
page-number-badge: 16 <box>38 36 70 68</box>
branch-title: பொரசக்குறிச்சி ஆதிதிராவிடர் குடியிருப்பு கிளை <box>55 1092 243 1102</box>
appointment-paragraph <box>718 139 934 161</box>
booth-number: பாகம் – 310 : <box>718 577 763 585</box>
